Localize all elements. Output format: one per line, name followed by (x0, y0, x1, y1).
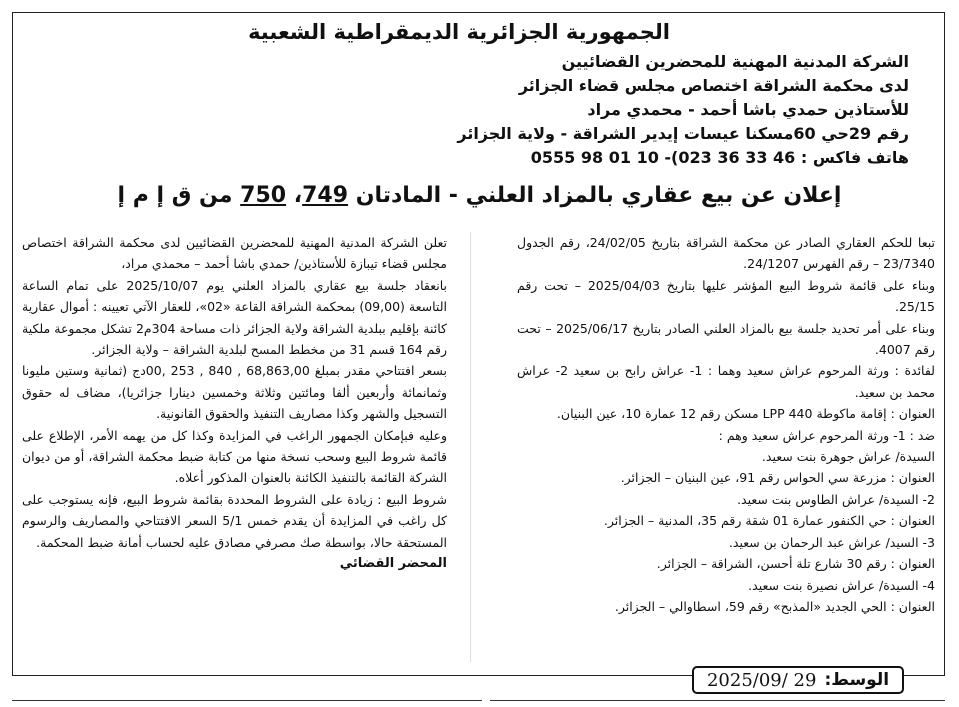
left-column (22, 232, 447, 575)
republic-heading: الجمهورية الجزائرية الديمقراطية الشعبية (248, 20, 670, 44)
signature-row (22, 553, 447, 574)
paragraph: العنوان : رقم 30 شارع تلة أحسن، الشراقة – الجزائر. (656, 556, 935, 572)
paragraph: وبناء على قائمة شروط البيع المؤشر عليها بتاريخ 2025/04/03 – تحت رقم 25/15. (517, 277, 935, 315)
notice-title (0, 183, 959, 208)
paragraph: العنوان : مزرعة سي الحواس رقم 91، عين البنيان – الجزائر. (620, 470, 935, 486)
right-column (517, 232, 935, 617)
paragraph: لفائدة : ورثة المرحوم عراش سعيد وهما : 1- عراش رابح بن سعيد 2- عراش محمد بن سعيد. (517, 363, 935, 400)
paragraph: شروط البيع : زيادة على الشروط المحددة بقائمة شروط البيع، فإنه يستوجب على كل راغب في المزايدة أن يقدم خمس 5/1 السعر الافتتاحي والمصاريف والرسوم المستحقة حالا، بواسطة صك مصرفي مصادق عليه لحساب أمانة ضبط المحكمة. (22, 491, 447, 550)
paragraph: بسعر افتتاحي مقدر بمبلغ 68,863,00 , 840 , 253 ,00دج (ثمانية وستين مليونا وثمانمائة وأربعين ألفا ومائتين وثلاثة وخمسين دينارا جزائريا)، مضاف له حقوق التسجيل والشهر وكذا مصاريف التنفيذ والحقوق القانونية. (22, 363, 448, 422)
paragraph: وبناء على أمر تحديد جلسة بيع بالمزاد العلني الصادر بتاريخ 2025/06/17 – تحت رقم 4007. (517, 320, 935, 358)
notice-header (49, 20, 909, 170)
paragraph: ضد : 1- ورثة المرحوم عراش سعيد وهم : (718, 427, 935, 443)
paragraph: العنوان : الحي الجديد «المذبح» رقم 59، اسطاوالي – الجزائر. (614, 598, 935, 614)
phone-fax-line: هاتف فاكس : 46 33 36 023)- 10 01 98 0555 (530, 148, 909, 167)
paragraph: العنوان : حي الكنفور عمارة 01 شقة رقم 35، المدنية – الجزائر. (603, 513, 935, 529)
column-divider (470, 232, 471, 662)
title-suffix: من ق إ م إ (117, 183, 233, 208)
company-name: الشركة المدنية المهنية للمحضرين القضائيين (561, 52, 909, 71)
signature: المحضر القضائي (339, 556, 447, 572)
paragraph: وعليه فبإمكان الجمهور الراغب في المزايدة وكذا كل من يهمه الأمر، الإطلاع على قائمة شروط البيع وسحب نسخة منها من كتابة ضبط محكمة الشراقة، أو من ديوان الشركة القائمة بالتنفيذ الكائنة بالعنوان المذكور أعلاه. (22, 427, 447, 486)
paragraph: العنوان : إقامة ماكوطة LPP 440 مسكن رقم 12 عمارة 10، عين البنيان. (556, 406, 935, 422)
publication-date-box (692, 666, 904, 694)
paragraph: تعلن الشركة المدنية المهنية للمحضرين القضائيين لدى محكمة الشراقة اختصاص مجلس قضاء تيبازة للأستاذين/ حمدي باشا أحمد – محمدي مراد، (22, 235, 447, 272)
title-prefix: إعلان عن بيع عقاري بالمزاد العلني - المادتان (355, 183, 842, 208)
publication-date: 2025/09/ 29 (706, 669, 817, 691)
paragraph: تبعا للحكم العقاري الصادر عن محكمة الشراقة بتاريخ 24/02/05، رقم الجدول 23/7340 – رقم الفهرس 24/1207. (517, 235, 936, 272)
newspaper-label: الوسط: (824, 670, 890, 690)
title-separator: ، (293, 183, 303, 208)
title-article-1: 749 (302, 183, 349, 208)
court-line: لدى محكمة الشراقة اختصاص مجلس قضاء الجزائر (518, 76, 909, 95)
title-article-2: 750 (240, 183, 287, 208)
paragraph: 3- السيد/ عراش عبد الرحمان بن سعيد. (728, 534, 935, 550)
paragraph: السيدة/ عراش جوهرة بنت سعيد. (761, 449, 935, 465)
bailiffs-line: للأستاذين حمدي باشا أحمد - محمدي مراد (587, 100, 909, 119)
paragraph: بانعقاد جلسة بيع عقاري بالمزاد العلني يوم 2025/10/07 على تمام الساعة التاسعة (09,00) بمحكمة الشراقة القاعة «02»، للعقار الآتي تعيينه : أموال عقارية كائنة بإقليم ببلدية الشراقة ولاية الجزائر ذات مساحة 304م2 تشكل مجموعة ملكية رقم 164 قسم 31 من مخطط المسح لبلدية الشراقة – ولاية الجزائر. (22, 277, 447, 358)
paragraph: 2- السيدة/ عراش الطاوس بنت سعيد. (737, 491, 935, 507)
paragraph: 4- السيدة/ عراش نصيرة بنت سعيد. (748, 577, 935, 593)
address-line: رقم 29حي 60مسكنا عيسات إيدير الشراقة - ولاية الجزائر (457, 124, 909, 143)
